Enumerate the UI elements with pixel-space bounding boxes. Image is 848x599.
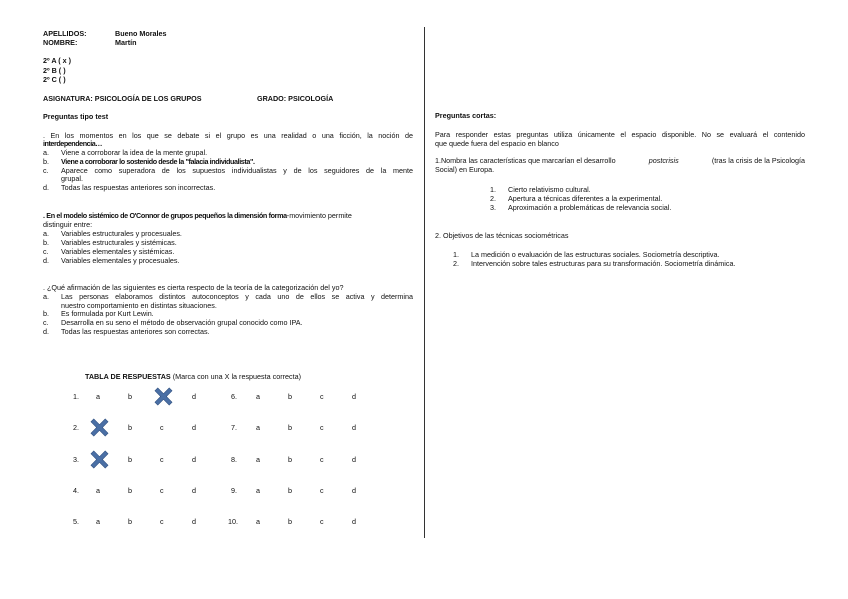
answer-mark-x-icon [90,450,109,469]
q2-text-bold: . En el modelo sistémico de O'Connor de grupos pequeños la dimensión forma [43,211,287,220]
answer-option-b: b [288,486,292,495]
nombre-value: Martín [115,37,137,47]
answer-option-a: a [256,517,260,526]
answer-option-d: d [352,517,356,526]
answer-option-b: b [128,517,132,526]
nombre-label: NOMBRE: [43,37,78,47]
short-q1-answer: Apertura a técnicas diferentes a la experimental. [508,194,663,203]
answer-row-number: 6. [231,392,237,401]
short-q1-answer-num: 1. [490,185,496,194]
q3-option-text: Es formulada por Kurt Lewin. [61,309,154,318]
q2-option-letter: c. [43,246,49,256]
short-q2-answer: Intervención sobre tales estructuras para su transformación. Sociometría dinámica. [471,259,736,268]
group-option-a: 2º A ( x ) [43,56,72,65]
q3-option-letter: c. [43,318,49,327]
answer-option-a: a [256,423,260,432]
short-section-title: Preguntas cortas: [435,111,497,120]
q1-option-text: Aparece como superadora de los supuestos individualistas y de los seguidores de la mente [61,165,413,175]
short-q2-answer-num: 2. [453,259,459,268]
q1-option-text-cont: grupal. [61,174,83,183]
answer-row-number: 8. [231,455,237,464]
answer-row-number: 3. [73,455,79,464]
q1-option-text: Viene a corroborar lo sostenido desde la "falacia individualista". [61,156,255,166]
answer-option-c: c [320,486,324,495]
answer-option-b: b [128,423,132,432]
answer-option-b: b [128,486,132,495]
q2-text-cont: distinguir entre: [43,219,93,229]
answer-row-number: 10. [228,517,238,526]
q3-option-letter: a. [43,292,49,301]
q3-option-letter: d. [43,327,49,336]
q2-text-rest: -movimiento permite [286,211,352,220]
answer-option-a: a [256,486,260,495]
answer-option-c: c [320,392,324,401]
short-q1-answer: Cierto relativismo cultural. [508,185,591,194]
answer-table-title [85,373,301,382]
q1-option-letter: c. [43,165,49,175]
answer-option-b: b [288,392,292,401]
asignatura: ASIGNATURA: PSICOLOGÍA DE LOS GRUPOS [43,94,202,103]
q2-option-letter: d. [43,255,49,265]
q2-option-letter: a. [43,228,49,238]
q1-text-cont: interdependencia… [43,139,103,148]
answer-option-d: d [192,423,196,432]
q3-option-text: Todas las respuestas anteriores son correctas. [61,327,210,336]
answer-option-b: b [288,423,292,432]
answer-row-number: 9. [231,486,237,495]
q1-option-text: Viene a corroborar la idea de la mente grupal. [61,148,208,157]
answer-option-d: d [192,392,196,401]
short-q1-text-post: (tras la crisis de la Psicología [709,156,805,165]
short-q1-text-cont: Social) en Europa. [435,165,495,174]
answer-option-d: d [192,455,196,464]
answer-row-number: 5. [73,517,79,526]
answer-option-d: d [192,486,196,495]
answer-row-number: 2. [73,423,79,432]
answer-option-c: c [320,423,324,432]
short-q1-answer-num: 3. [490,203,496,212]
answer-option-c: c [160,517,164,526]
short-instructions-cont: que quede fuera del espacio en blanco [435,138,559,148]
q3-option-text: Desarrolla en su seno el método de observación grupal conocido como IPA. [61,318,303,327]
answer-option-b: b [288,455,292,464]
answer-option-b: b [128,455,132,464]
answer-option-a: a [96,517,100,526]
answer-option-c: c [160,455,164,464]
answer-option-b: b [128,392,132,401]
q1-option-text: Todas las respuestas anteriores son incorrectas. [61,183,216,192]
answer-option-c: c [320,455,324,464]
answer-option-c: c [320,517,324,526]
q3-option-text: Las personas elaboramos distintos autoconceptos y cada uno de ellos se activa y determina [61,292,413,301]
q2-option-text: Variables estructurales y sistémicas. [61,237,177,247]
answer-option-c: c [160,486,164,495]
short-q1-answer: Aproximación a problemáticas de relevancia social. [508,203,672,212]
q3-option-letter: b. [43,309,49,318]
answer-option-a: a [96,486,100,495]
answer-option-a: a [96,392,100,401]
answer-option-d: d [352,455,356,464]
answer-mark-x-icon [154,387,173,406]
q1-text: . En los momentos en los que se debate si el grupo es una realidad o una ficción, la noción de [43,130,413,140]
group-option-c: 2º C ( ) [43,75,66,84]
q2-option-text: Variables elementales y sistémicas. [61,246,175,256]
q3-option-text-cont: nuestro comportamiento en distintas situaciones. [61,300,217,310]
answer-row-number: 1. [73,392,79,401]
answer-option-d: d [352,486,356,495]
column-divider [424,27,425,538]
answer-option-c: c [160,423,164,432]
q3-text: . ¿Qué afirmación de las siguientes es cierta respecto de la teoría de la categorización del yo? [43,283,344,292]
answer-row-number: 4. [73,486,79,495]
apellidos-value: Bueno Morales [115,29,167,38]
short-q1-text-pre: 1.Nombra las características que marcarían el desarrollo [435,156,618,165]
answer-row-number: 7. [231,423,237,432]
answer-option-b: b [288,517,292,526]
q2-option-letter: b. [43,237,49,247]
q2-option-text: Variables estructurales y procesuales. [61,228,182,238]
answer-option-d: d [192,517,196,526]
answer-table-instructions: (Marca con una X la respuesta correcta) [170,372,301,381]
short-q1-answer-num: 2. [490,194,496,203]
short-q2-answer: La medición o evaluación de las estructuras sociales. Sociometría descriptiva. [471,250,720,259]
answer-option-d: d [352,392,356,401]
answer-option-d: d [352,423,356,432]
group-option-b: 2º B ( ) [43,65,66,75]
short-q1-text-italic: postcrisis [648,156,679,165]
apellidos-label: APELLIDOS: [43,29,87,38]
grado: GRADO: PSICOLOGÍA [257,94,334,103]
answer-mark-x-icon [90,418,109,437]
q1-option-letter: a. [43,148,49,157]
q1-option-letter: b. [43,156,49,166]
short-q2-answer-num: 1. [453,250,459,259]
q2-option-text: Variables elementales y procesuales. [61,255,180,265]
q1-option-letter: d. [43,183,49,192]
short-instructions: Para responder estas preguntas utiliza únicamente el espacio disponible. No se evaluará el contenido [435,130,805,139]
short-q2-text: 2. Objetivos de las técnicas sociométricas [435,231,569,240]
answer-option-a: a [256,455,260,464]
test-section-title: Preguntas tipo test [43,112,109,121]
answer-table-heading: TABLA DE RESPUESTAS [85,372,171,381]
answer-option-a: a [256,392,260,401]
